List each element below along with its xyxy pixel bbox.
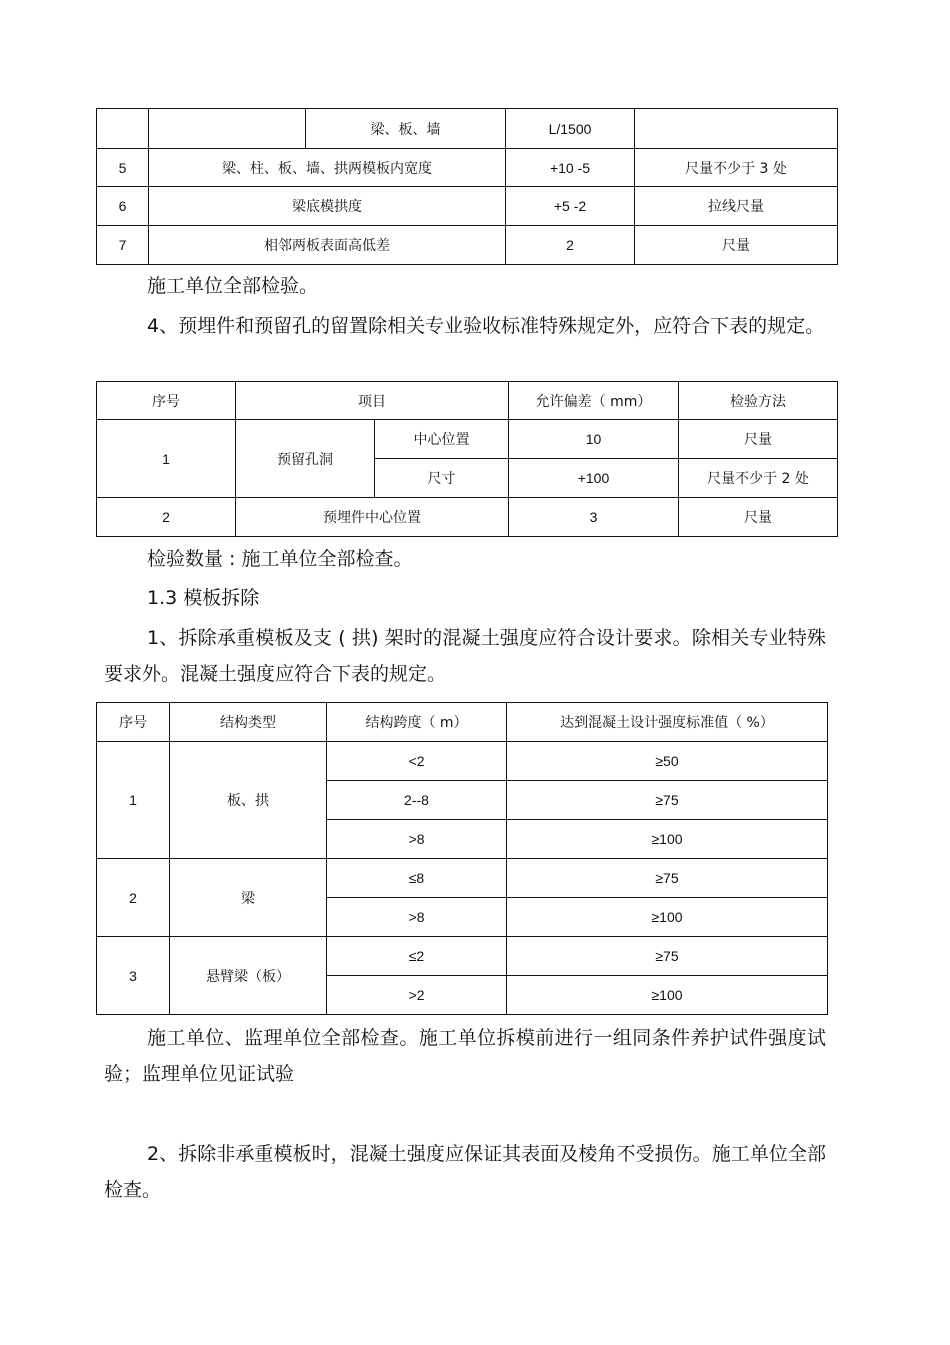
table-row	[97, 226, 838, 265]
table-cell-tolerance: 10	[509, 420, 679, 459]
header-no: 序号	[97, 382, 236, 420]
table-cell-tolerance: L/1500	[506, 109, 635, 149]
table-row	[97, 742, 828, 781]
header-tolerance: 允许偏差（ mm）	[509, 382, 679, 420]
header-span: 结构跨度（ m）	[327, 703, 507, 742]
table-cell-subitem: 梁、板、墙	[306, 109, 506, 149]
section-heading: 1.3 模板拆除	[147, 587, 260, 609]
paragraph-inspection-quantity: 检验数量 : 施工单位全部检查。	[147, 548, 413, 570]
table-cell-tolerance: 2	[506, 226, 635, 265]
header-strength: 达到混凝土设计强度标准值（ %）	[507, 703, 828, 742]
table-row	[97, 109, 838, 149]
embedded-parts-table	[96, 381, 838, 537]
table-cell-no: 2	[97, 859, 170, 937]
table-cell-tolerance: +10 -5	[506, 149, 635, 187]
table-cell-span: >2	[327, 976, 507, 1015]
table-cell-item: 预埋件中心位置	[236, 498, 509, 537]
table-cell-no: 1	[97, 420, 236, 498]
table-row	[97, 149, 838, 187]
table-cell-strength: ≥75	[507, 859, 828, 898]
table-row	[97, 937, 828, 976]
table-cell-tolerance: 3	[509, 498, 679, 537]
table-cell-tolerance: +100	[509, 459, 679, 498]
paragraph-inspection-note: 施工单位全部检验。	[147, 275, 319, 297]
table-cell-span: ≤8	[327, 859, 507, 898]
table-row	[97, 859, 828, 898]
table-cell-span: <2	[327, 742, 507, 781]
table-cell-no: 1	[97, 742, 170, 859]
concrete-strength-table	[96, 702, 828, 1015]
table-cell-no: 6	[97, 187, 149, 226]
table-cell-structure-type: 梁	[170, 859, 327, 937]
paragraph-embedded-parts: 4、预埋件和预留孔的留置除相关专业验收标准特殊规定外，应符合下表的规定。	[147, 315, 825, 337]
table-cell-subitem: 中心位置	[375, 420, 509, 459]
table-cell-item	[149, 109, 306, 149]
table-cell-span: >8	[327, 898, 507, 937]
table-cell-item: 预留孔洞	[236, 420, 375, 498]
table-cell-strength: ≥75	[507, 781, 828, 820]
table-cell-method: 尺量不少于 2 处	[679, 459, 838, 498]
header-item: 项目	[236, 382, 509, 420]
table-cell-no: 5	[97, 149, 149, 187]
table-header-row	[97, 382, 838, 420]
header-structure-type: 结构类型	[170, 703, 327, 742]
table-cell-item: 相邻两板表面高低差	[149, 226, 506, 265]
table-cell-item: 梁、柱、板、墙、拱两模板内宽度	[149, 149, 506, 187]
table-header-row	[97, 703, 828, 742]
table-cell-method	[635, 109, 838, 149]
table-cell-span: 2--8	[327, 781, 507, 820]
table-cell-no	[97, 109, 149, 149]
table-cell-tolerance: +5 -2	[506, 187, 635, 226]
table-cell-strength: ≥50	[507, 742, 828, 781]
header-no: 序号	[97, 703, 170, 742]
header-method: 检验方法	[679, 382, 838, 420]
table-cell-structure-type: 板、拱	[170, 742, 327, 859]
table-cell-strength: ≥75	[507, 937, 828, 976]
table-row	[97, 187, 838, 226]
table-cell-span: ≤2	[327, 937, 507, 976]
table-row	[97, 498, 838, 537]
formwork-tolerance-table	[96, 108, 838, 265]
table-cell-no: 7	[97, 226, 149, 265]
table-cell-method: 尺量	[679, 498, 838, 537]
paragraph-supervision-check: 施工单位、监理单位全部检查。施工单位拆模前进行一组同条件养护试件强度试验；监理单位见证试验	[104, 1027, 826, 1085]
table-cell-method: 拉线尺量	[635, 187, 838, 226]
table-row	[97, 420, 838, 459]
table-cell-no: 2	[97, 498, 236, 537]
table-cell-strength: ≥100	[507, 898, 828, 937]
table-cell-method: 尺量不少于 3 处	[635, 149, 838, 187]
table-cell-method: 尺量	[679, 420, 838, 459]
table-cell-no: 3	[97, 937, 170, 1015]
table-cell-subitem: 尺寸	[375, 459, 509, 498]
table-cell-strength: ≥100	[507, 820, 828, 859]
table-cell-strength: ≥100	[507, 976, 828, 1015]
table-cell-span: >8	[327, 820, 507, 859]
paragraph-non-load-bearing-removal: 2、拆除非承重模板时，混凝土强度应保证其表面及棱角不受损伤。施工单位全部检查。	[104, 1143, 826, 1201]
table-cell-item: 梁底模拱度	[149, 187, 506, 226]
paragraph-load-bearing-removal: 1、拆除承重模板及支 ( 拱) 架时的混凝土强度应符合设计要求。除相关专业特殊要求外。混凝土强度应符合下表的规定。	[104, 627, 826, 685]
table-cell-structure-type: 悬臂梁（板）	[170, 937, 327, 1015]
table-cell-method: 尺量	[635, 226, 838, 265]
